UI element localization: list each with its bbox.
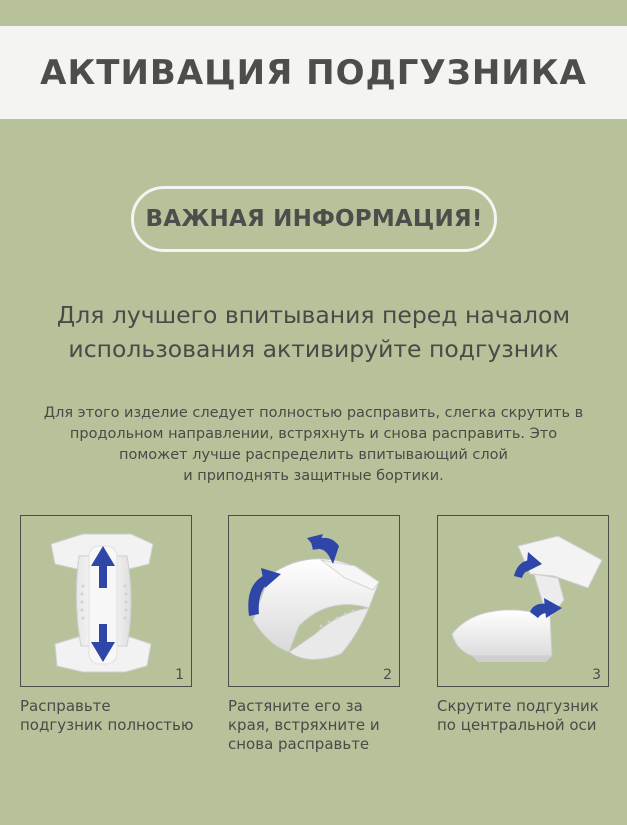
step-2-box — [228, 515, 400, 687]
step-2-caption-line-2: края, встряхните и — [228, 716, 380, 734]
lead-line-2: использования активируйте подгузник — [68, 335, 559, 363]
important-info-label: ВАЖНАЯ ИНФОРМАЦИЯ! — [145, 206, 483, 232]
step-2-number: 2 — [383, 667, 392, 683]
diaper-twist-icon — [438, 516, 610, 688]
step-2-caption-line-3: снова расправьте — [228, 735, 370, 753]
step-2-caption — [228, 697, 418, 754]
lead-text — [20, 298, 607, 366]
description-line-1: Для этого изделие следует полностью расправить, слегка скрутить в — [43, 405, 584, 421]
lead-line-1: Для лучшего впитывания перед началом — [56, 301, 571, 329]
description-line-2: продольном направлении, встряхнуть и снова расправить. Это — [69, 426, 558, 442]
page-header — [0, 26, 627, 119]
page-title: АКТИВАЦИЯ ПОДГУЗНИКА — [40, 52, 587, 93]
step-3-caption-line-2: по центральной оси — [437, 716, 597, 734]
step-3-number: 3 — [592, 667, 601, 683]
step-3-caption — [437, 697, 627, 735]
step-1-box — [20, 515, 192, 687]
description-line-3: поможет лучше распределить впитывающий слой — [119, 447, 508, 463]
step-1-number: 1 — [175, 667, 184, 683]
important-info-badge — [131, 186, 497, 252]
step-1-caption-line-2: подгузник полностью — [20, 716, 194, 734]
diaper-flat-icon — [21, 516, 193, 688]
description-line-4: и приподнять защитные бортики. — [183, 468, 444, 484]
step-1-caption-line-1: Расправьте — [20, 697, 111, 715]
diaper-shake-icon — [229, 516, 401, 688]
step-3-caption-line-1: Скрутите подгузник — [437, 697, 599, 715]
step-1-caption — [20, 697, 210, 735]
description-text — [20, 403, 607, 487]
step-3-box — [437, 515, 609, 687]
step-2-caption-line-1: Растяните его за — [228, 697, 363, 715]
